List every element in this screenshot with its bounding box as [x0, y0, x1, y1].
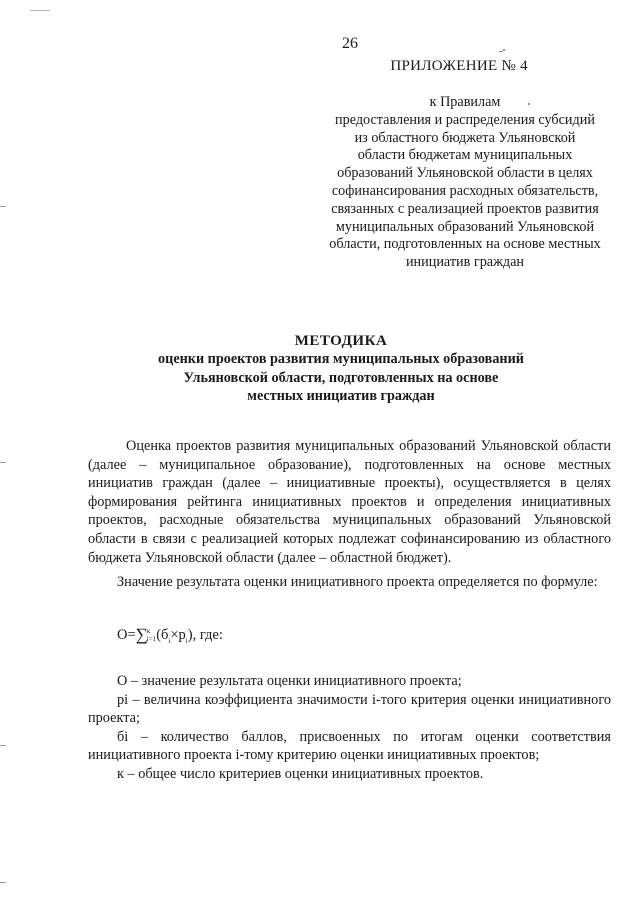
- rules-line: софинансирования расходных обязательств,: [331, 182, 599, 199]
- formula-tail: ), где:: [187, 627, 223, 643]
- scan-top-dash: [30, 10, 50, 11]
- rules-line: связанных с реализацией проектов развития: [331, 200, 599, 217]
- definition-item: к – общее число критериев оценки инициативных проектов.: [117, 765, 484, 782]
- formula-intro-paragraph: Значение результата оценки инициативного проекта определяется по формуле:: [117, 574, 598, 590]
- rules-line: из областного бюджета Ульяновской: [354, 129, 576, 146]
- scan-edge-mark: [0, 206, 6, 207]
- rules-line: предоставления и распределения субсидий: [335, 111, 595, 128]
- formula-lhs: О=: [117, 627, 136, 643]
- rules-line: к Правилам: [429, 94, 501, 110]
- sum-upper-limit: к: [146, 627, 151, 635]
- scan-edge-mark: [0, 462, 6, 463]
- formula-subscript: i: [185, 636, 188, 645]
- definition-item: бi – количество баллов, присвоенных по итогам оценки соответствия инициативного проекта i-тому критерию оценки инициативных проектов;: [88, 728, 611, 764]
- formula-body: (б: [156, 627, 169, 643]
- title-main: МЕТОДИКА: [294, 333, 388, 349]
- appendix-mark: [499, 51, 503, 52]
- formula-subscript: i: [168, 636, 171, 645]
- rules-line: образований Ульяновской области в целях: [337, 165, 593, 182]
- scan-edge-mark: [0, 882, 6, 883]
- title-line: местных инициатив граждан: [247, 388, 435, 404]
- definition-item: рi – величина коэффициента значимости i-того критерия оценки инициативного проекта;: [88, 691, 611, 727]
- definitions-list: [88, 672, 611, 784]
- definition-item: О – значение результата оценки инициативного проекта;: [117, 673, 462, 689]
- rules-line: муниципальных образований Ульяновской: [335, 218, 595, 235]
- sum-lower-limit: i=1: [146, 635, 157, 643]
- rules-line: области бюджетам муниципальных: [357, 147, 573, 164]
- scan-edge-mark: [0, 745, 6, 746]
- sum-symbol: ∑: [135, 625, 148, 644]
- rules-line: области, подготовленных на основе местных: [329, 236, 601, 253]
- title-line: оценки проектов развития муниципальных образований: [158, 351, 524, 367]
- title-line: Ульяновской области, подготовленных на основе: [183, 369, 499, 386]
- score-formula: [117, 625, 223, 645]
- formula-times: ×р: [170, 627, 186, 643]
- intro-paragraph: Оценка проектов развития муниципальных образований Ульяновской области (далее – муниципальное образование), подготовленных на основе местных инициатив граждан (далее – инициативные проекты), осуществляется в целях формирования рейтинга инициативных проектов и определения инициативных проектов, расходные обязательства муниципальных образований Ульяновской области в связи с реализацией которых подлежат софинансированию из областного бюджета Ульяновской области (далее – областной бюджет).: [88, 438, 611, 566]
- document-title: [21, 333, 640, 406]
- appendix-heading: ПРИЛОЖЕНИЕ № 4: [390, 58, 528, 74]
- page-number: 26: [342, 35, 358, 52]
- rules-line: инициатив граждан: [405, 254, 525, 271]
- rules-reference: [318, 94, 612, 272]
